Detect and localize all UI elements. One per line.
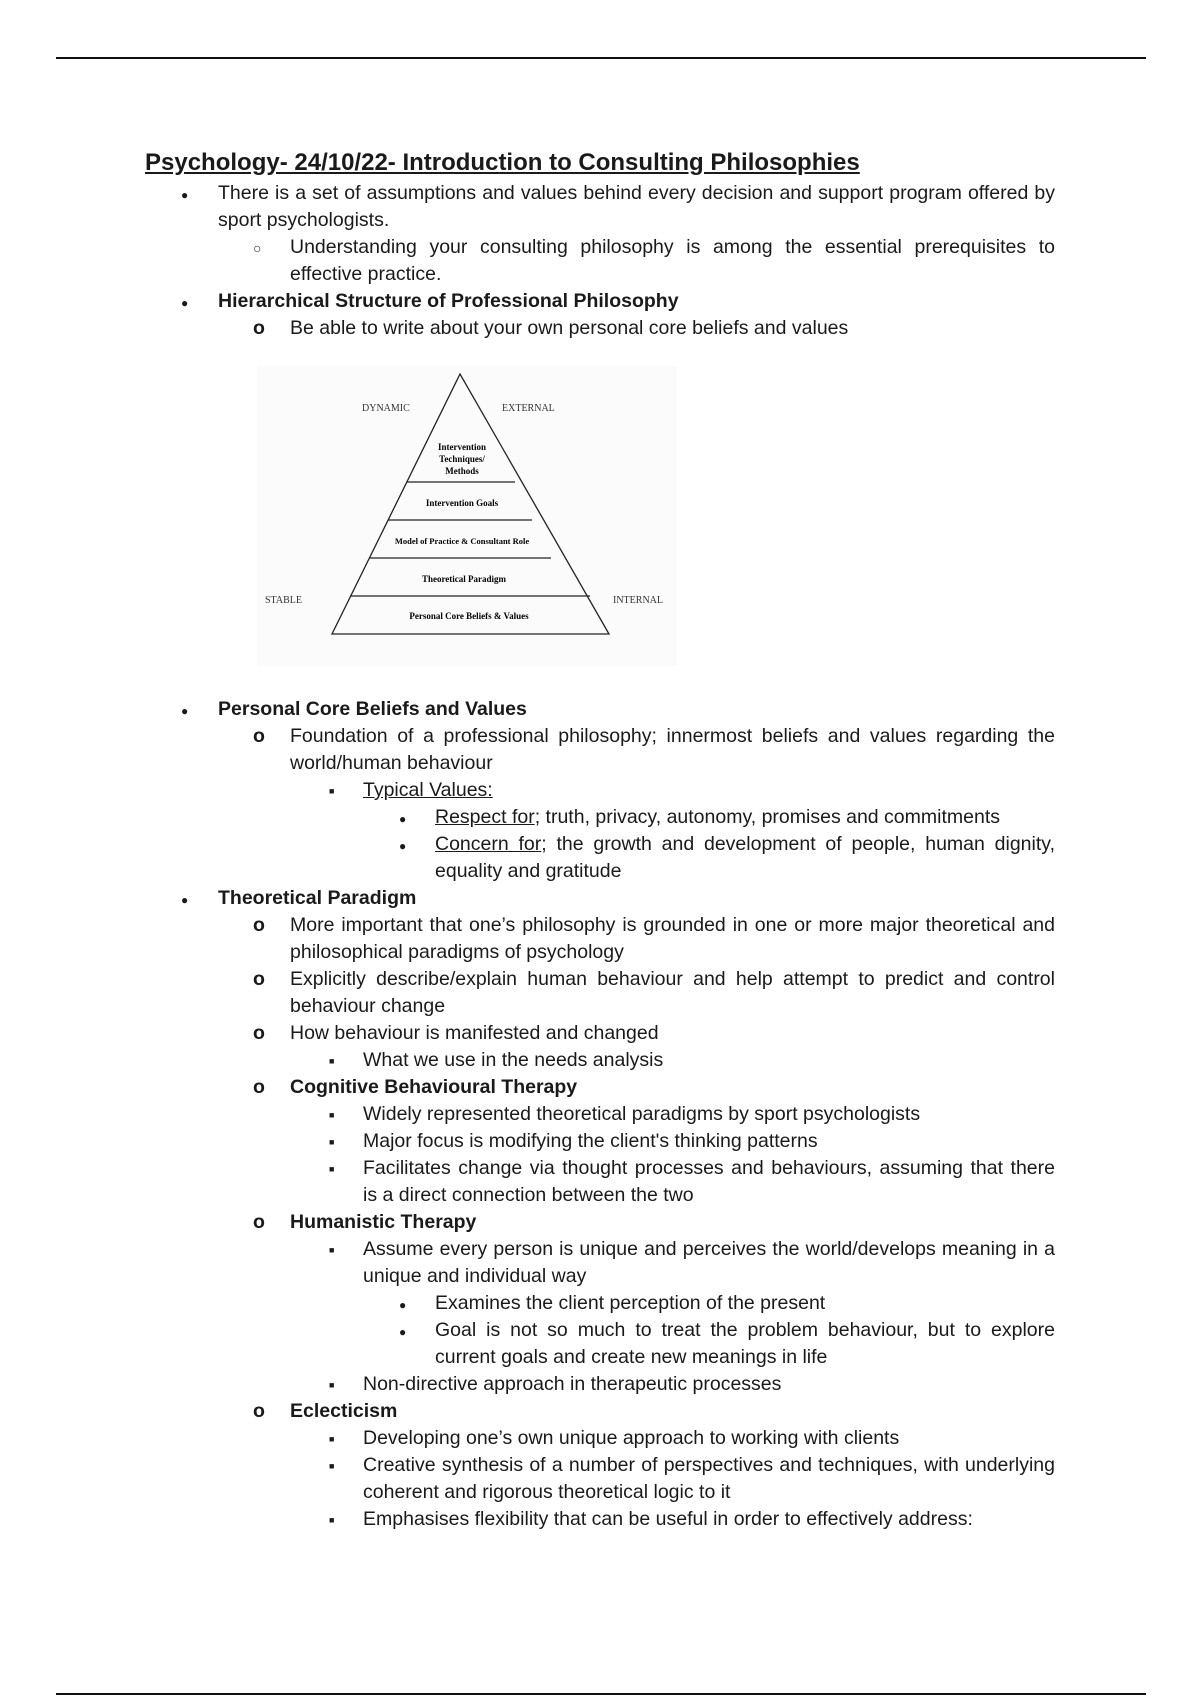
level-techniques-line1: Intervention [438, 442, 486, 452]
list-item: ■ Facilitates change via thought processes and behaviours, assuming that there is a direct connection between the two [145, 1155, 1055, 1209]
list-item: ■ Typical Values: [145, 777, 1055, 804]
list-item: o Explicitly describe/explain human behaviour and help attempt to predict and control behaviour change [145, 966, 1055, 1020]
list-item: ● Goal is not so much to treat the problem behaviour, but to explore current goals and create new meanings in life [145, 1317, 1055, 1371]
ring-bullet-icon [253, 912, 265, 939]
list-item: ○ Understanding your consulting philosophy is among the essential prerequisites to effective practice. [145, 234, 1055, 288]
section-heading: ● Personal Core Beliefs and Values [145, 696, 1055, 723]
header-rule [56, 57, 1146, 59]
bullet-icon [399, 1317, 406, 1346]
list-item: ■ What we use in the needs analysis [145, 1047, 1055, 1074]
ring-bullet-icon [253, 966, 265, 993]
label-external: EXTERNAL [502, 403, 555, 414]
sub-heading: o Humanistic Therapy [145, 1209, 1055, 1236]
level-goals: Intervention Goals [425, 498, 499, 508]
list-item: o More important that one’s philosophy is grounded in one or more major theoretical and philosophical paradigms of psychology [145, 912, 1055, 966]
list-item: ● Respect for; truth, privacy, autonomy, promises and commitments [145, 804, 1055, 831]
circle-bullet-icon [253, 234, 261, 262]
label-dynamic: DYNAMIC [362, 403, 410, 414]
list-item: o How behaviour is manifested and changed [145, 1020, 1055, 1047]
bullet-icon [181, 180, 188, 209]
bullet-icon [181, 885, 188, 914]
ring-bullet-icon [253, 315, 265, 342]
list-item: ■ Creative synthesis of a number of perspectives and techniques, with underlying coherent and rigorous theoretical logic to it [145, 1452, 1055, 1506]
square-bullet-icon [329, 1047, 334, 1075]
ring-bullet-icon [253, 723, 265, 750]
list-item: ■ Non-directive approach in therapeutic processes [145, 1371, 1055, 1398]
list-item: ■ Major focus is modifying the client's thinking patterns [145, 1128, 1055, 1155]
ring-bullet-icon [253, 1398, 265, 1425]
bullet-icon [399, 831, 406, 860]
ring-bullet-icon [253, 1209, 265, 1236]
square-bullet-icon [329, 777, 334, 805]
square-bullet-icon [329, 1371, 334, 1399]
ring-bullet-icon [253, 1020, 265, 1047]
sub-heading: o Eclecticism [145, 1398, 1055, 1425]
square-bullet-icon [329, 1506, 334, 1534]
bullet-icon [399, 1290, 406, 1319]
pyramid-figure [257, 366, 677, 666]
level-core-beliefs: Personal Core Beliefs & Values [409, 611, 529, 621]
section-heading: ● Hierarchical Structure of Professional Philosophy [145, 288, 1055, 315]
label-stable: STABLE [265, 595, 302, 606]
ring-bullet-icon [253, 1074, 265, 1101]
square-bullet-icon [329, 1155, 334, 1183]
square-bullet-icon [329, 1128, 334, 1156]
list-item: ■ Assume every person is unique and perceives the world/develops meaning in a unique and individual way [145, 1236, 1055, 1290]
label-internal: INTERNAL [613, 595, 663, 606]
bullet-icon [181, 288, 188, 317]
bullet-icon [399, 804, 406, 833]
level-theoretical-paradigm: Theoretical Paradigm [421, 574, 507, 584]
section-heading: ● Theoretical Paradigm [145, 885, 1055, 912]
square-bullet-icon [329, 1425, 334, 1453]
list-item: ● There is a set of assumptions and values behind every decision and support program offered by sport psychologists. [145, 180, 1055, 234]
square-bullet-icon [329, 1452, 334, 1480]
page-title: Psychology- 24/10/22- Introduction to Consulting Philosophies [145, 149, 860, 176]
list-item: ● Concern for; the growth and development of people, human dignity, equality and gratitude [145, 831, 1055, 885]
footer-rule [56, 1693, 1146, 1695]
pyramid-diagram [257, 366, 677, 666]
document-body [145, 146, 1055, 1533]
bullet-icon [181, 696, 188, 725]
list-item: o Foundation of a professional philosophy; innermost beliefs and values regarding the world/human behaviour [145, 723, 1055, 777]
square-bullet-icon [329, 1101, 334, 1129]
list-item: ● Examines the client perception of the present [145, 1290, 1055, 1317]
sub-heading: o Cognitive Behavioural Therapy [145, 1074, 1055, 1101]
level-techniques-line2: Techniques/ [439, 454, 485, 464]
list-item: ■ Developing one’s own unique approach to working with clients [145, 1425, 1055, 1452]
list-item: ■ Widely represented theoretical paradigms by sport psychologists [145, 1101, 1055, 1128]
level-techniques-line3: Methods [445, 466, 479, 476]
square-bullet-icon [329, 1236, 334, 1264]
list-item: ■ Emphasises flexibility that can be useful in order to effectively address: [145, 1506, 1055, 1533]
list-item: o Be able to write about your own personal core beliefs and values [145, 315, 1055, 342]
level-model-of-practice: Model of Practice & Consultant Role [394, 536, 530, 546]
